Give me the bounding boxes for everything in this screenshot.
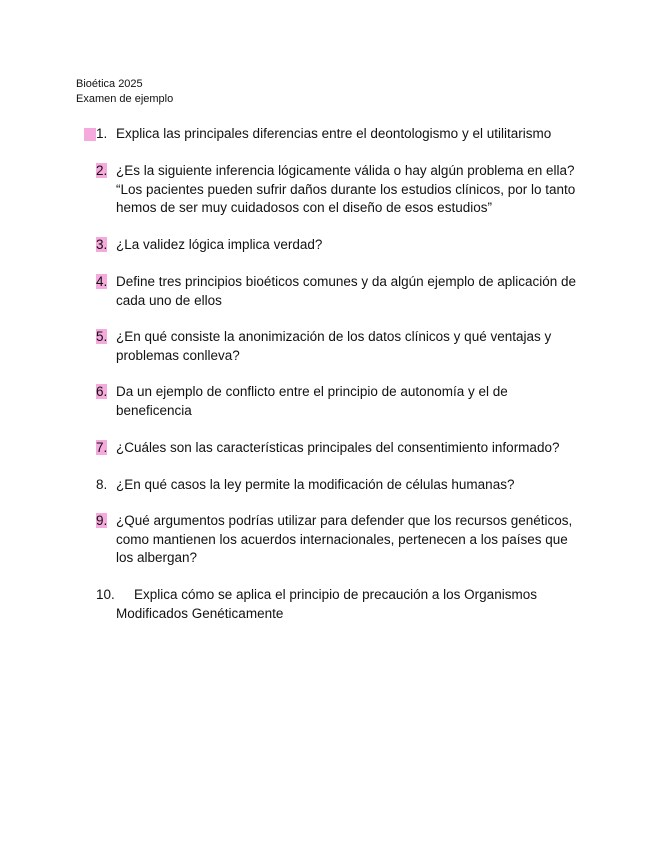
question-number: 2. (96, 163, 108, 178)
question-text: ¿Es la siguiente inferencia lógicamente válida o hay algún problema en ella? “Los pacientes pueden sufrir daños durante los estudios clínicos, por lo tanto hemos de ser muy cuidadosos con el diseño de esos estudios” (116, 163, 576, 215)
question-text: ¿Qué argumentos podrías utilizar para defender que los recursos genéticos, como mantienen los acuerdos internacionales, pertenecen a los países que los albergan? (116, 513, 573, 565)
question-text: Da un ejemplo de conflicto entre el principio de autonomía y el de beneficencia (116, 384, 508, 418)
course-title: Bioética 2025 (76, 78, 143, 90)
question-text: Explica las principales diferencias entre el deontologismo y el utilitarismo (116, 126, 552, 141)
question-number: 3. (96, 237, 108, 252)
question-text: ¿En qué consiste la anonimización de los datos clínicos y qué ventajas y problemas conlleva? (116, 329, 552, 363)
question-text: Explica cómo se aplica el principio de precaución a los Organismos Modificados Genéticamente (116, 587, 537, 621)
question-text: ¿Cuáles son las características principales del consentimiento informado? (116, 440, 560, 455)
question-number: 1. (96, 126, 108, 141)
question-number: 4. (96, 274, 108, 289)
question-number: 10. (96, 587, 115, 602)
highlight-mark (84, 128, 96, 141)
question-number: 9. (96, 513, 108, 528)
question-text: ¿En qué casos la ley permite la modificación de células humanas? (116, 477, 515, 492)
question-number: 8. (96, 477, 108, 492)
question-number: 6. (96, 384, 108, 399)
question-text: ¿La validez lógica implica verdad? (116, 237, 323, 252)
question-number: 5. (96, 329, 108, 344)
document-header (76, 77, 173, 107)
question-text: Define tres principios bioéticos comunes y da algún ejemplo de aplicación de cada uno de ellos (116, 274, 577, 308)
question-number: 7. (96, 440, 108, 455)
exam-subtitle: Examen de ejemplo (76, 93, 174, 105)
